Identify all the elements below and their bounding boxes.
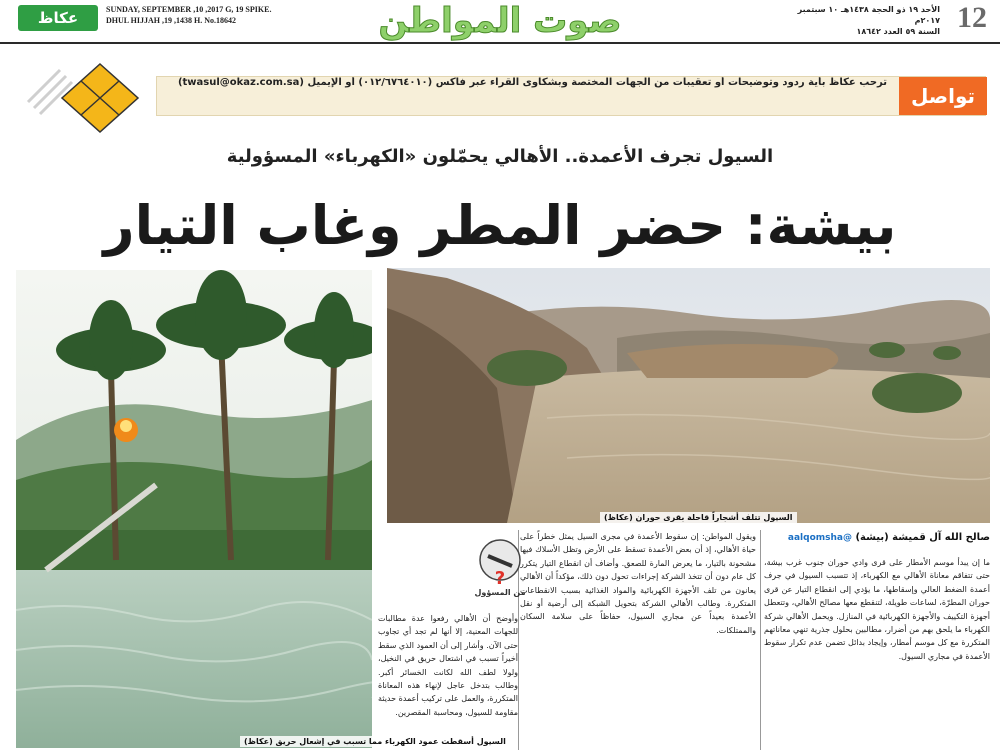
contact-text: ترحب عكاظ بأية ردود وتوضيحات أو تعقيبات من الجهات المختصة وبشكاوى القراء عبر فاكس (٠١٢/٦٧٦٤٠١٠) أو الإيميل (twasul@okaz.com.sa) <box>177 77 887 88</box>
page-number: 12 <box>957 1 987 34</box>
twitter-handle: @aalqomsha <box>787 533 852 543</box>
arabic-dateline <box>770 4 940 37</box>
contact-strip <box>16 62 990 134</box>
main-headline: بيشة: حضر المطر وغاب التيار <box>103 194 897 257</box>
photo-fallen-pole <box>16 270 372 748</box>
question-mark-badge-icon <box>478 538 522 592</box>
section-title: صوت المواطن <box>378 1 622 41</box>
article-column-2: ويقول المواطن: إن سقوط الأعمدة في مجرى السيل يمثل خطراً على حياة الأهالي، إذ أن بعض الأعمدة تسقط على الأرض وتظل الأسلاك فيها مشحونة بالتيار، ما يعرض المارة للصعق. وأضاف أن انقطاع التيار يتكرر كل عام دون أن تتخذ الشركة إجراءات تحول دون ذلك، مؤكداً أن الأهالي يعانون من تلف الأجهزة الكهربائية والمواد الغذائية بسبب الانقطاعات المتكررة. وطالب الأهالي الشركة بتحويل الشبكة إلى أرضية أو نقل الأعمدة بعيداً عن مجاري السيول، حفاظاً على سلامة السكان والممتلكات. <box>520 532 756 635</box>
article-column-3: وأوضح أن الأهالي رفعوا عدة مطالبات للجهات المعنية، إلا أنها لم تجد أي تجاوب حتى الآن. وأشار إلى أن العمود الذي سقط أخيراً تسبب في اشتعال حريق في النخيل، ولولا لطف الله لكانت الخسائر أكبر. وطالب بتدخل عاجل لإنهاء هذه المعاناة المتكررة، والعمل على تركيب أعمدة حديثة مقاومة للسيول، ومحاسبة المقصرين. <box>378 614 518 717</box>
right-photo-caption: السيول تتلف أشجاراً قاحلة بقرى حوران (عكاظ) <box>600 512 797 523</box>
contact-label: تواصل <box>899 77 987 115</box>
arabic-date-line-2: السنة ٥٩ العدد ١٨٦٤٢ <box>856 27 940 36</box>
byline-author: صالح الله آل قميشة (بيشة) <box>855 532 990 543</box>
english-date-line-2: DHUL HIJJAH ,19 ,1438 H. No.18642 <box>106 16 237 25</box>
contact-bar <box>156 76 986 116</box>
photo-valley-flood <box>387 268 990 523</box>
okaz-logo: عكاظ <box>18 5 98 31</box>
article-column-1: ما إن يبدأ موسم الأمطار على قرى وادي حوران جنوب غرب بيشة، حتى تتفاقم معاناة الأهالي مع الكهرباء، إذ تتسبب السيول في جرف أعمدة الضغط العالي وإسقاطها، ما يؤدي إلى انقطاع التيار عن قرى حوران المطرّة، لساعات طويلة، لتنقطع معها مصالح الأهالي، وتتعطل أجهزة التكييف والأجهزة الكهربائية في المنازل. ويحمل الأهالي شركة الكهرباء ما يلحق بهم من أضرار، مطالبين بحلول جذرية تنهي معاناتهم المتكررة مع كل موسم أمطار، وإيجاد بدائل تضمن عدم تكرار سقوط الأعمدة في مجاري السيول. <box>764 558 990 661</box>
english-dateline <box>106 4 306 26</box>
byline <box>764 532 990 550</box>
english-date-line-1: SUNDAY, SEPTEMBER ,10 ,2017 G, 19 SPIKE. <box>106 5 272 14</box>
kicker-headline: السيول تجرف الأعمدة.. الأهالي يحمّلون «الكهرباء» المسؤولية <box>226 146 774 167</box>
left-photo-caption: السيول أسقطت عمود الكهرباء مما تسبب في إشعال حريق (عكاظ) <box>240 736 510 747</box>
column-divider <box>760 530 761 750</box>
svg-text:?: ? <box>494 568 506 589</box>
arabic-date-line-1: الأحد ١٩ ذو الحجة ١٤٣٨هـ ١٠ سبتمبر ٢٠١٧م <box>797 5 940 25</box>
badge-label: من المسؤول <box>474 588 526 597</box>
masthead <box>0 0 1000 44</box>
diamond-envelope-icon <box>20 62 150 134</box>
